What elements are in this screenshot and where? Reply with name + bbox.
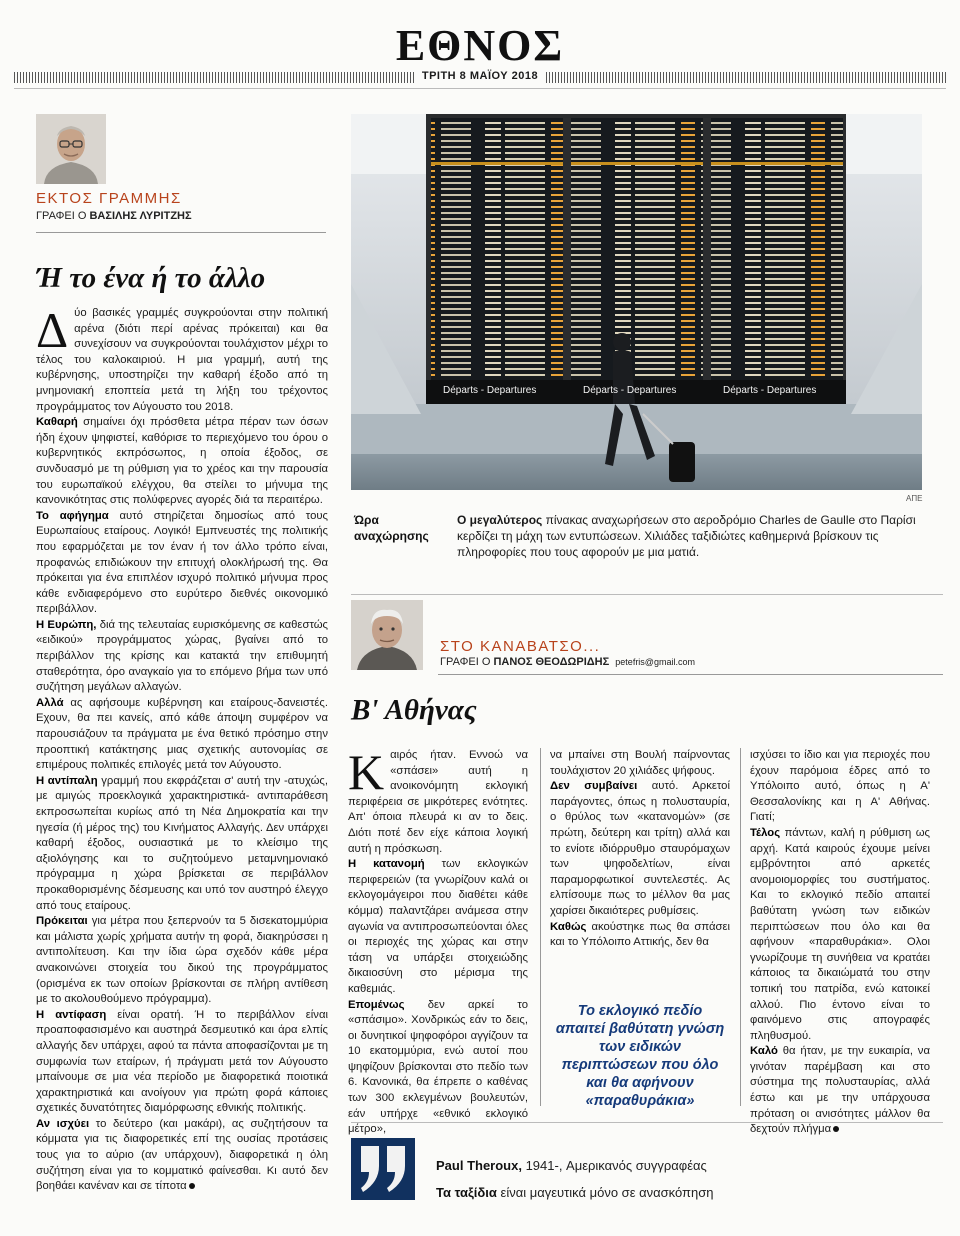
board-label-1: Départs - Departures [443, 385, 537, 396]
headline-right: Β' Αθήνας [351, 694, 477, 726]
author-portrait-lyritzis [36, 114, 106, 184]
paragraph: Καλό θα ήταν, με την ευκαιρία, να γινόταν παρέμβαση και στο σύστημα της πολυσταυρίας, αλλά έστω και με την υπάρχουσα πρόταση οι ανισότητες μάλλον θα δεχτούν πλήγμα [750, 1045, 930, 1136]
column-rule [740, 748, 741, 1106]
right-article-col1 [348, 744, 528, 1138]
quote-text: Τα ταξίδια είναι μαγευτικά μόνο σε ανασκόπηση [436, 1185, 714, 1200]
right-article-col2 [550, 748, 730, 951]
author-photo-icon [351, 600, 423, 670]
author-photo-icon [36, 114, 106, 184]
column-label-kanavatso: ΣΤΟ ΚΑΝΑΒΑΤΣΟ... [440, 638, 601, 655]
paragraph: Δύο βασικές γραμμές συγκρούονται στην πολιτική αρένα (διότι περί αρένας πρόκειται) και θα συνεχίσουν να συγκρούονται τουλάχιστον μέχρι το τέλος του καλοκαιριού. Η μια γραμμή, αυτή της κυβέρνησης, υποστηρίζει την καθαρή έξοδο από τη μνημονιακή εποπτεία μετά τη λήξη του τρέχοντος προγράμματος τον Αύγουστο του 2018. [36, 302, 328, 413]
masthead-rule [14, 88, 946, 89]
byline-author: ΒΑΣΙΛΗΣ ΛΥΡΙΤΖΗΣ [89, 210, 192, 222]
column-label-ektos-grammis: ΕΚΤΟΣ ΓΡΑΜΜΗΣ [36, 190, 182, 207]
paragraph: Πρόκειται για μέτρα που ξεπερνούν τα 5 δισεκατομμύρια και μάλιστα χωρίς χρήματα αυτήν τη φορά, διακηρύσσει η αντιπολίτευση. Και την ίδια ώρα σχεδόν κάθε μέρα ανακοινώνει στοιχεία του δικού της προγράμματος (ορισμένα εκ των οποίων βρίσκονται σε πλήρη αντίθεση με το ακολουθούμενο πρόγραμμα). [36, 915, 328, 1006]
dropcap: Κ [348, 744, 385, 800]
paragraph: Η Ευρώπη, διά της τελευταίας ευρισκόμενης σε καθεστώς «ειδικού» προγράμματος χώρας, βγαίνει από το περιβάλλον της κρίσης και κατακτά την επιθυμητή σταθερότητα, όρο αναγκαίο για το επόμενο βήμα των υπό συζήτηση μεγάλων αλλαγών. [36, 618, 329, 694]
masthead-hatch-right [546, 72, 946, 83]
airport-departures-image [351, 114, 922, 490]
masthead [0, 0, 960, 95]
paragraph: Η αντίπαλη γραμμή που εκφράζεται σ' αυτή την -ατυχώς, με αμιγώς προεκλογικά χαρακτηριστικά- αντιπαράθεση εκπροσωπείται κυρίως από τη Νέα Δημοκρατία και την ηγεσία (ή μέρος της) του Κινήματος Αλλαγής. Δεν υπάρχει καθαρή έξοδος, ουσιαστικά με το κλείσιμο της αξιολόγησης και το συζητούμενο μεταμνημονιακό πρόγραμμα η χώρα βρίσκεται σε περιβάλλον προκαθορισμένης δέσμευσης και υπό τον αυστηρό έλεγχο από τους εταίρους. [36, 774, 328, 912]
paragraph: Αν ισχύει το δεύτερο (και μακάρι), ας συζητήσουν τα κόμματα για τις διαφορετικές επί της ουσίας προτάσεις τους για το αύριο (αν υπάρχουν), διαφορετικά η όλη συζήτηση είναι για το κομματικό φαίνεσθαι. Κι αυτό δεν βοηθάει κανέναν και σε τίποτα [36, 1117, 329, 1193]
caption-title: Ώρα αναχώρησης [354, 513, 429, 543]
end-mark-icon [833, 1126, 839, 1132]
paragraph: Η κατανομή των εκλογικών περιφερειών (τα γνωρίζουν καλά οι εκλογομάγειροι που διαθέτει κάθε κόμμα) παλαντζάρει ανάμεσα στην αγωνία να αντιπροσωπεύονται όλες οι περιοχές της χώρας και στην τάση να υπάρξει στοιχειώδης δικαιοσύνη στο μέρισμα της καθεμιάς. [348, 858, 528, 995]
quote-mark-icon [351, 1138, 415, 1200]
paragraph: Καθώς ακούστηκε πως θα σπάσει και το Υπόλοιπο Αττικής, δεν θα [550, 920, 730, 949]
byline-prefix: ΓΡΑΦΕΙ Ο [36, 210, 87, 222]
byline-rule [438, 674, 943, 675]
paragraph: Τέλος πάντων, καλή η ρύθμιση ως αρχή. Κατά καιρούς έχουμε μείνει εμβρόντητοι από αρκετές ανομοιομορφίες του συστήματος. Και το εκλογικό πεδίο απαιτεί βαθύτατη γνώση των ειδικών περιπτώσεων που όλο και θα αφήνουν «παραθυράκια». Ολοι γνωρίζουμε τη συνήθεια να κρατάει κάποιος τα δικαιώματά του στην τοπική του πατρίδα, ενώ κατοικεί αλλού. Πιο έντονο είναι το φαινόμενο στις απογραφές πληθυσμού. [750, 826, 930, 1042]
pull-quote: Το εκλογικό πεδίο απαιτεί βαθύτατη γνώση των ειδικών περιπτώσεων που όλο και θα αφήνουν «παραθυράκια» [555, 1003, 725, 1109]
paragraph: να μπαίνει στη Βουλή παίρνοντας τουλάχιστον 20 χιλιάδες ψήφους. [550, 749, 730, 777]
byline-lyritzis [36, 210, 192, 222]
dropcap: Δ [36, 302, 69, 358]
masthead-hatch-left [14, 72, 414, 83]
board-label-2: Départs - Departures [583, 385, 677, 396]
paragraph: ισχύσει το ίδιο και για περιοχές που έχουν παρόμοια έδρες από το Υπόλοιπο αυτό, όπως η Α' Θεσσαλονίκης και η Α' Αθήνας. Γιατί; [750, 749, 930, 824]
right-article-col3 [750, 748, 930, 1138]
photo-caption: Ο μεγαλύτερος πίνακας αναχωρήσεων στο αεροδρόμιο Charles de Gaulle στο Παρίσι κερδίζει τη μάχη των εντυπώσεων. Χιλιάδες ταξιδιώτες καθημερινά βρίσκουν τις πληροφορίες που τους αφορούν με μια ματιά. [457, 513, 916, 559]
byline-prefix: ΓΡΑΦΕΙ Ο [440, 656, 491, 668]
board-label-3: Départs - Departures [723, 385, 817, 396]
quote-author: Paul Theroux, 1941-, Αμερικανός συγγραφέας [436, 1158, 707, 1173]
byline-author: ΠΑΝΟΣ ΘΕΟΔΩΡΙΔΗΣ [493, 656, 610, 668]
byline-rule [36, 232, 326, 233]
left-article-body [36, 302, 329, 1195]
author-portrait-theodoridis [351, 600, 423, 670]
paragraph: Η αντίφαση είναι ορατή. Ή το περιβάλλον είναι προαποφασισμένο και αυστηρά δεσμευτικό και άρα ελπίς αλλαγής δεν υπάρχει, αφού τα πάντα αποφασίζονται με τη συμφωνία των εταίρων, ή πράγματι μετά τον Αύγουστο μπαίνουμε σε μια νέα περίοδο με διαφορετικά ποιοτικά χαρακτηριστικά και ανοίγουν για πρώτη φορά κάποιες σχετικές δυνατότητες διαμόρφωσης εθνικής πολιτικής. [36, 1008, 328, 1115]
paragraph: Αλλά ας αφήσουμε κυβέρνηση και εταίρους-δανειστές. Εχουν, θα πει κανείς, από κάθε άποψη συμφέρον να παρουσιάζουν τα πράγματα με ένα θετικό πρόσημο στην προοπτική κατάκτησης μιας σχετικής αυτονομίας σε επιμέρους πολιτικές επιλογές μετά τον Αύγουστο. [36, 696, 328, 772]
departures-board-photo [351, 114, 922, 490]
author-email: petefris@gmail.com [615, 657, 695, 667]
byline-theodoridis [440, 656, 695, 668]
newspaper-logo: ΕΘΝΟΣ [395, 21, 565, 70]
photo-credit: ΑΠΕ [906, 494, 923, 503]
section-divider [351, 594, 943, 595]
end-mark-icon [189, 1183, 195, 1189]
paragraph: Καιρός ήταν. Εννοώ να «σπάσει» αυτή η ανοικονόμητη εκλογική περιφέρεια σε μικρότερες ενότητες. Απ' όποια πλευρά κι αν το δεις. Διότι ποτέ δεν είχε κάποια λογική αυτή η πρόσκωση. [348, 744, 528, 855]
column-rule [540, 748, 541, 1106]
issue-date: ΤΡΙΤΗ 8 ΜΑΪΟΥ 2018 [421, 70, 539, 82]
paragraph: Το αφήγημα αυτό στηρίζεται δημοσίως από τους Ευρωπαίους εταίρους. Λογικό! Εμπνευστές της πολιτικής που εφαρμόζεται με τον έναν ή τον άλλο τρόπο είναι, προφανώς επιδιώκουν την επιτυχή ολοκλήρωσή της. Θα πρόκειται για ένα επιπλέον ισχυρό πολιτικό μήνυμα προς κάθε ενδιαφερόμενο στο ευρύτερο διεθνές οικονομικό περιβάλλον. [36, 509, 328, 616]
headline-left: Ή το ένα ή το άλλο [36, 262, 266, 294]
quote-divider [351, 1122, 943, 1123]
paragraph: Καθαρή σημαίνει όχι πρόσθετα μέτρα πέραν των όσων ήδη έχουν ψηφιστεί, καθόρισε το περιεχόμενο του όρου ο κυβερνητικός εκπρόσωπος, η οποία έξοδος, σε συνδυασμό με τη ρύθμιση για το χρέος και την παρουσία του ευρωπαϊκού ελέγχου, θα στείλει το μήνυμα της κανονικότητας στις πολύφερνες αγορές διά τα περαιτέρω. [36, 416, 328, 507]
paragraph: Επομένως δεν αρκεί το «σπάσιμο». Χονδρικώς εάν το δεις, οι δυνητικοί ψηφοφόροι αγγίζουν τα 10 εκατομμύρια, ενώ αυτοί που ψηφίζουν βρίσκονται στο πεδίο των 6. Κανονικά, θα έπρεπε ο καθένας των 300 εκλεγμένων βουλευτών, εάν υπήρχε «εθνικό εκλογικό μέτρο», [348, 998, 528, 1136]
paragraph: Δεν συμβαίνει αυτό. Αρκετοί παράγοντες, όπως η πολυσταυρία, ο θρύλος των «κατανομών» (σε πρώτη, δεύτερη και τρίτη) αλλά και το ενίοτε ιδιόρρυθμο σταυρόμαχων των ψηφοδελτίων, είναι παραμορφωτικοί συντελεστές. Ας ελπίσουμε πως το μέλλον θα μας χαρίσει δικαιότερες ρυθμίσεις. [550, 780, 730, 917]
